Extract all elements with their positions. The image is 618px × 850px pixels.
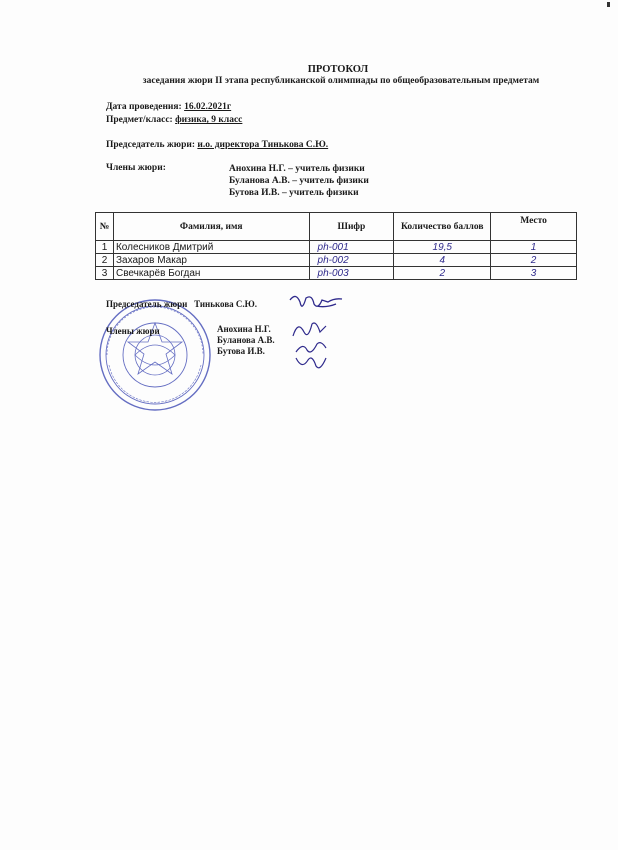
table-row: [96, 254, 577, 267]
col-header-score: Количество баллов: [394, 213, 491, 241]
chair-value: и.о. директора Тинькова С.Ю.: [197, 140, 329, 150]
members-signature-label: Члены жюри: [106, 326, 160, 336]
row-number: 3: [96, 267, 114, 280]
col-header-number: №: [96, 213, 114, 241]
member-item: Анохина Н.Г. – учитель физики: [229, 164, 365, 174]
participant-name: Свечкарёв Богдан: [113, 267, 309, 280]
chair-label: Председатель жюри:: [106, 140, 195, 150]
subject-label: Предмет/класс:: [106, 115, 173, 125]
participant-code: ph-001: [309, 241, 394, 254]
subject-line: [106, 115, 242, 125]
signature-member-name: Бутова И.В.: [217, 346, 265, 356]
participant-place: 3: [491, 267, 577, 280]
col-header-code: Шифр: [309, 213, 394, 241]
signature-member-name: Буланова А.В.: [217, 335, 275, 345]
table-row: [96, 241, 577, 254]
participant-score: 2: [394, 267, 491, 280]
scan-mark: [607, 2, 610, 7]
col-header-place: Место: [491, 213, 577, 241]
date-label: Дата проведения:: [106, 102, 182, 112]
document-title: ПРОТОКОЛ: [307, 64, 369, 75]
member-item: Буланова А.В. – учитель физики: [229, 176, 369, 186]
date-value: 16.02.2021г: [184, 102, 232, 112]
chair-signature-label: Председатель жюри: [106, 299, 188, 309]
members-signature-list: [217, 324, 275, 357]
row-number: 2: [96, 254, 114, 267]
members-list: [229, 163, 369, 199]
col-header-name: Фамилия, имя: [113, 213, 309, 241]
participant-place: 1: [491, 241, 577, 254]
participant-code: ph-003: [309, 267, 394, 280]
chair-signature: [286, 290, 346, 316]
participant-name: Колесников Дмитрий: [113, 241, 309, 254]
row-number: 1: [96, 241, 114, 254]
chair-line: [106, 140, 328, 150]
table-row: [96, 267, 577, 280]
participant-code: ph-002: [309, 254, 394, 267]
chair-signature-name: Тинькова С.Ю.: [194, 299, 258, 309]
document-subtitle: заседания жюри II этапа республиканской олимпиады по общеобразовательным предметам: [142, 76, 540, 86]
member-signature-3: [292, 352, 332, 374]
participant-place: 2: [491, 254, 577, 267]
participant-score: 19,5: [394, 241, 491, 254]
date-line: [106, 102, 231, 112]
participant-name: Захаров Макар: [113, 254, 309, 267]
results-table: [95, 212, 577, 280]
member-item: Бутова И.В. – учитель физики: [229, 188, 359, 198]
table-header-row: [96, 213, 577, 241]
members-label: Члены жюри:: [106, 163, 166, 173]
subject-value: физика, 9 класс: [175, 115, 243, 125]
chair-signature-line: [106, 299, 257, 310]
signature-member-name: Анохина Н.Г.: [217, 324, 271, 334]
participant-score: 4: [394, 254, 491, 267]
official-stamp: [95, 295, 215, 413]
